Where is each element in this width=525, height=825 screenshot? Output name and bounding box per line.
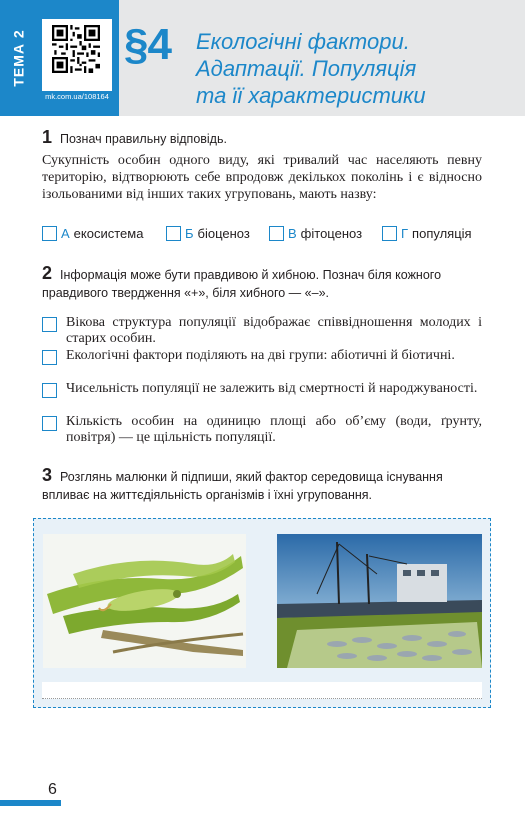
task-3-instruction-row	[42, 466, 482, 504]
checkbox[interactable]	[382, 226, 397, 241]
statement-2	[42, 348, 482, 364]
statement-1	[42, 315, 482, 347]
answer-box[interactable]	[42, 317, 57, 332]
title-line: та її характеристики	[196, 83, 426, 108]
task-instruction: Розглянь малюнки й підпиши, який фактор середовища існування впливає на життєдіяльність організмів і їхні угруповання.	[42, 470, 443, 502]
statement-text: Чисельність популяції не залежить від смертності й народжуваності.	[66, 381, 478, 396]
task-number: 2	[42, 263, 53, 283]
qr-url-text[interactable]: mk.com.ua/108164	[45, 92, 109, 101]
task-1-options	[42, 226, 487, 246]
statement-4	[42, 414, 482, 446]
topic-tab	[0, 0, 119, 116]
option-a[interactable]: А екосистема	[42, 226, 143, 241]
task-number: 1	[42, 127, 53, 147]
task-instruction: Інформація може бути правдивою й хибною. Познач біля кожного правдивого твердження «+», біля хибного — «–».	[42, 268, 442, 300]
checkbox[interactable]	[269, 226, 284, 241]
page-title	[196, 28, 426, 109]
page-bar-decoration	[0, 800, 61, 806]
title-line: Адаптації. Популяція	[196, 56, 417, 81]
option-c[interactable]: В фітоценоз	[269, 226, 362, 241]
task-1-instruction-row	[42, 128, 482, 148]
statement-text: Екологічні фактори поділяють на дві групи: абіотичні й біотичні.	[66, 348, 455, 363]
answer-box[interactable]	[42, 383, 57, 398]
statement-text: Кількість особин на одиницю площі або об’єму (води, ґрунту, повітря) — це щільність популяції.	[66, 414, 482, 445]
qr-code-icon	[52, 25, 100, 73]
option-d[interactable]: Г популяція	[382, 226, 472, 241]
checkbox[interactable]	[166, 226, 181, 241]
paragraph-number: §4	[124, 20, 171, 69]
page-number: 6	[48, 781, 57, 798]
fishing-boat-image	[277, 534, 482, 668]
title-line: Екологічні фактори.	[196, 29, 410, 54]
answer-input-line[interactable]	[42, 682, 482, 699]
option-b[interactable]: Б біоценоз	[166, 226, 250, 241]
task-2	[42, 264, 482, 302]
qr-code-block[interactable]	[42, 19, 112, 101]
caterpillar-image	[43, 534, 246, 668]
statement-text: Вікова структура популяції відображає співвідношення молодих і старих особин.	[66, 315, 482, 346]
answer-box[interactable]	[42, 416, 57, 431]
page-header	[0, 0, 525, 116]
task-2-instruction-row	[42, 264, 482, 302]
task-instruction: Познач правильну відповідь.	[60, 132, 227, 146]
statement-3	[42, 381, 482, 397]
task-1-question: Сукупність особин одного виду, які тривалий час населяють певну територію, відтворюють себе впродовж декількох поколінь і є відносно ізольованими від інших таких угруповань, мають назву:	[42, 153, 482, 202]
answer-box[interactable]	[42, 350, 57, 365]
topic-label: ТЕМА 2	[11, 29, 27, 87]
checkbox[interactable]	[42, 226, 57, 241]
task-1	[42, 128, 482, 148]
task-number: 3	[42, 465, 53, 485]
task-3	[42, 466, 482, 504]
